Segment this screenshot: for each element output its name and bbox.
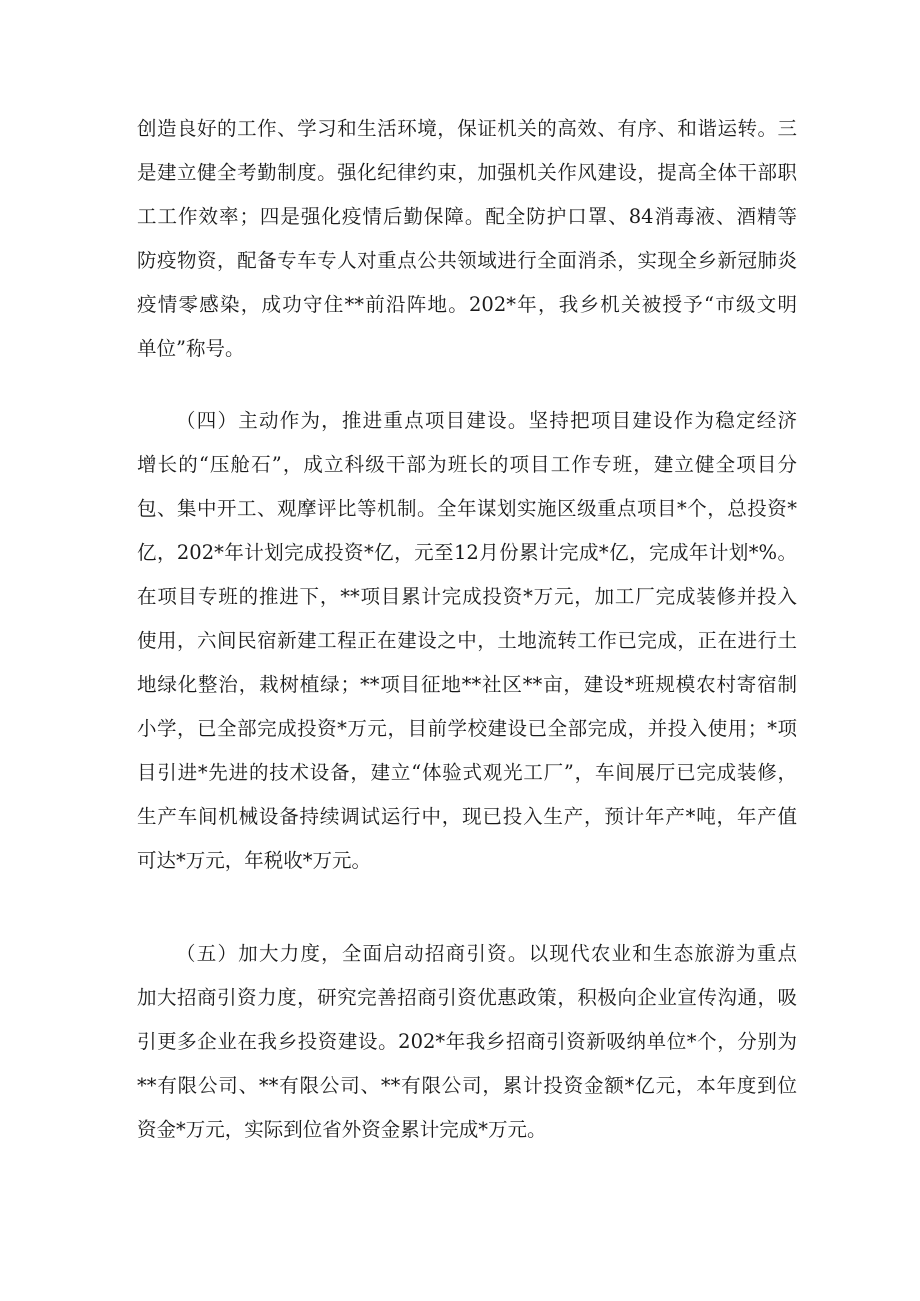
text-line: 增长的“压舱石”，成立科级干部为班长的项目工作专班，建立健全项目分 <box>137 453 797 476</box>
text-line: 亿，202*年计划完成投资*亿，元至12月份累计完成*亿，完成年计划*%。 <box>137 541 797 564</box>
text-line: 目引进*先进的技术设备，建立“体验式观光工厂”，车间展厅已完成装修， <box>137 761 797 784</box>
text-line: 资金*万元，实际到位省外资金累计完成*万元。 <box>137 1118 547 1141</box>
text-line: 生产车间机械设备持续调试运行中，现已投入生产，预计年产*吨，年产值 <box>137 805 797 828</box>
text-line: 加大招商引资力度，研究完善招商引资优惠政策，积极向企业宣传沟通，吸 <box>137 986 797 1009</box>
section-heading-line: （五）加大力度，全面启动招商引资。以现代农业和生态旅游为重点 <box>176 942 797 965</box>
text-line: 引更多企业在我乡投资建设。202*年我乡招商引资新吸纳单位*个，分别为 <box>137 1030 797 1053</box>
text-line: 创造良好的工作、学习和生活环境，保证机关的高效、有序、和谐运转。三 <box>137 117 797 140</box>
text-line: 疫情零感染，成功守住**前沿阵地。202*年，我乡机关被授予“市级文明 <box>137 293 797 316</box>
paragraph-office-management <box>137 107 797 371</box>
text-line: 使用，六间民宿新建工程正在建设之中，土地流转工作已完成，正在进行土 <box>137 629 797 652</box>
text-line: 地绿化整治，栽树植绿；**项目征地**社区**亩，建设*班规模农村寄宿制 <box>137 673 797 696</box>
text-line: 单位”称号。 <box>137 337 245 360</box>
text-line: 包、集中开工、观摩评比等机制。全年谋划实施区级重点项目*个，总投资* <box>137 497 797 520</box>
text-line: 小学，已全部完成投资*万元，目前学校建设已全部完成，并投入使用；*项 <box>137 717 797 740</box>
text-line: 防疫物资，配备专车专人对重点公共领域进行全面消杀，实现全乡新冠肺炎 <box>137 249 797 272</box>
text-line: 可达*万元，年税收*万元。 <box>137 849 372 872</box>
text-line: 工工作效率；四是强化疫情后勤保障。配全防护口罩、84消毒液、酒精等 <box>137 205 797 228</box>
text-line: 在项目专班的推进下，**项目累计完成投资*万元，加工厂完成装修并投入 <box>137 585 797 608</box>
text-line: 是建立健全考勤制度。强化纪律约束，加强机关作风建设，提高全体干部职 <box>137 161 797 184</box>
section-heading-line: （四）主动作为，推进重点项目建设。坚持把项目建设作为稳定经济 <box>176 409 797 432</box>
text-line: **有限公司、**有限公司、**有限公司，累计投资金额*亿元，本年度到位 <box>137 1074 797 1097</box>
paragraph-investment-attraction <box>137 932 797 1152</box>
paragraph-key-projects <box>137 399 797 883</box>
